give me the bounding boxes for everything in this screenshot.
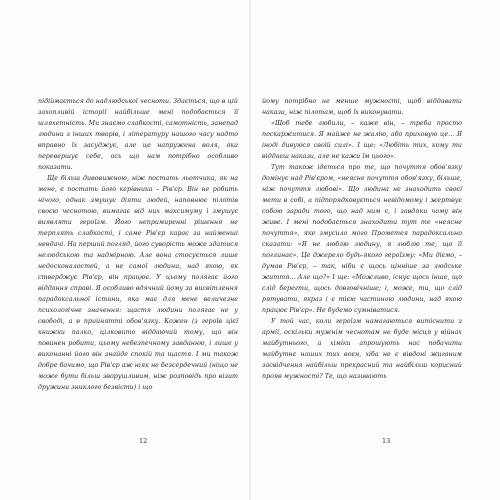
- right-paragraph-4: У той час, коли героїзм намагаються витіснити з армії, оскільки мужнім чеснотам не буде місця у війнах майбутнього, а хіміки апрошують нас побачити майбутнє наших тих воєн, хіба не є вівдоні жиганим засвідчення найбільш прекрасний та найбільш корисний прояв мужності? Те, що називають: [262, 318, 462, 380]
- right-paragraph-3: Тут також ідеться про те, що почуття обов'язку домінує над Рів'єром, «неясне почуття обов'язку, більше, ніж почуття любові». Що людина не знаходить своєї мети в собі, а підпорядковується невідомому і жертвує собою заради того, що над ним є, і завдяки чому він живе. І мені подобається знаходити тут те «неясне почуття», яке змусило мого Прометея парадоксально сказати: «Я не люблю людину, я люблю те, що її поглинає». Це джерело будь-якого героїзму: «Ми діємо, – думав Рів'єр, – так, ніби є щось цінніше за людське життя... Але що?» І ще: «Можливо, існує щось інше, що слід берегти, щось довговічніше; і, може, ти, що слід рятувати, якраз і є тією частиною людини, над якою працює Рів'єр». Не будемо сумніватися.: [262, 164, 462, 314]
- book-gutter: [249, 0, 251, 500]
- left-page: [38, 96, 238, 393]
- right-paragraph-2: «Щоб тебе любили, – каже він, – треба просто поскаржитися. Я майже не жалію, або приховую це... Я іноді дивуюся своїй силі». І ще: «Любіть тих, кому ти віддаєш накази, але не кажи їм цього».: [262, 120, 462, 160]
- left-paragraph-1: підіймається до надлюдської чесноти. Здається, що в цій захопливій історії найбільше мені подобається її шляхетність. Ми знаємо слабкості, самотність, занепад людини з інших творів, і літературу нашого часу надто вправно їх засуджує, але це напружена воля, яка перевершує себе, ось що нам потрібно особливо показати.: [38, 98, 238, 171]
- right-page: [262, 96, 462, 382]
- right-page-number: 13: [382, 437, 391, 445]
- left-page-number: 12: [139, 437, 148, 445]
- left-paragraph-2: Ще більш дивовижною, ніж постать льотчика, як на мене, є постать його керівника – Рів'єр. Він не робить нічого, однак змушує діяти людей, наповнює пілотів своєю чеснотою, вимагає від них максимуму і змушує виявляти героїзм. Його непримиренні рішення не терплять слабкості, і саме Рів'єр карає за найменші невдачі. На перший погляд, його суворість може здатися нелюдською та надмірною. Але вона стосується лише недосконалостей, а не самої людини, над якою, як стверджує Рів'єр, він працює. У цьому полягає його віддання справі. Я особливо вдячний йому за висвітлення парадоксальної істини, яка має для мене величезне психологічне значення: щастя людини полягає не у свободі, а в прийнятті обов'язку. Кожен (з героїв цієї книжки палко, цілковито віддаючий тому, що він повинен робити, цьому небезпечному завданню, і лише у виконанні його він знайде спокій та щастя. І ми також добре бачимо, що Рів'єр аж ніяк не безсердечний (ніщо не може бути більш зворушливим, ніж розповідь про візит дружини зниклого безвісти) і що: [38, 175, 238, 391]
- right-paragraph-1: йому потрібно не менше мужності, щоб віддавати накази, ніж пілотам, щоб їх виконувати.: [262, 98, 462, 116]
